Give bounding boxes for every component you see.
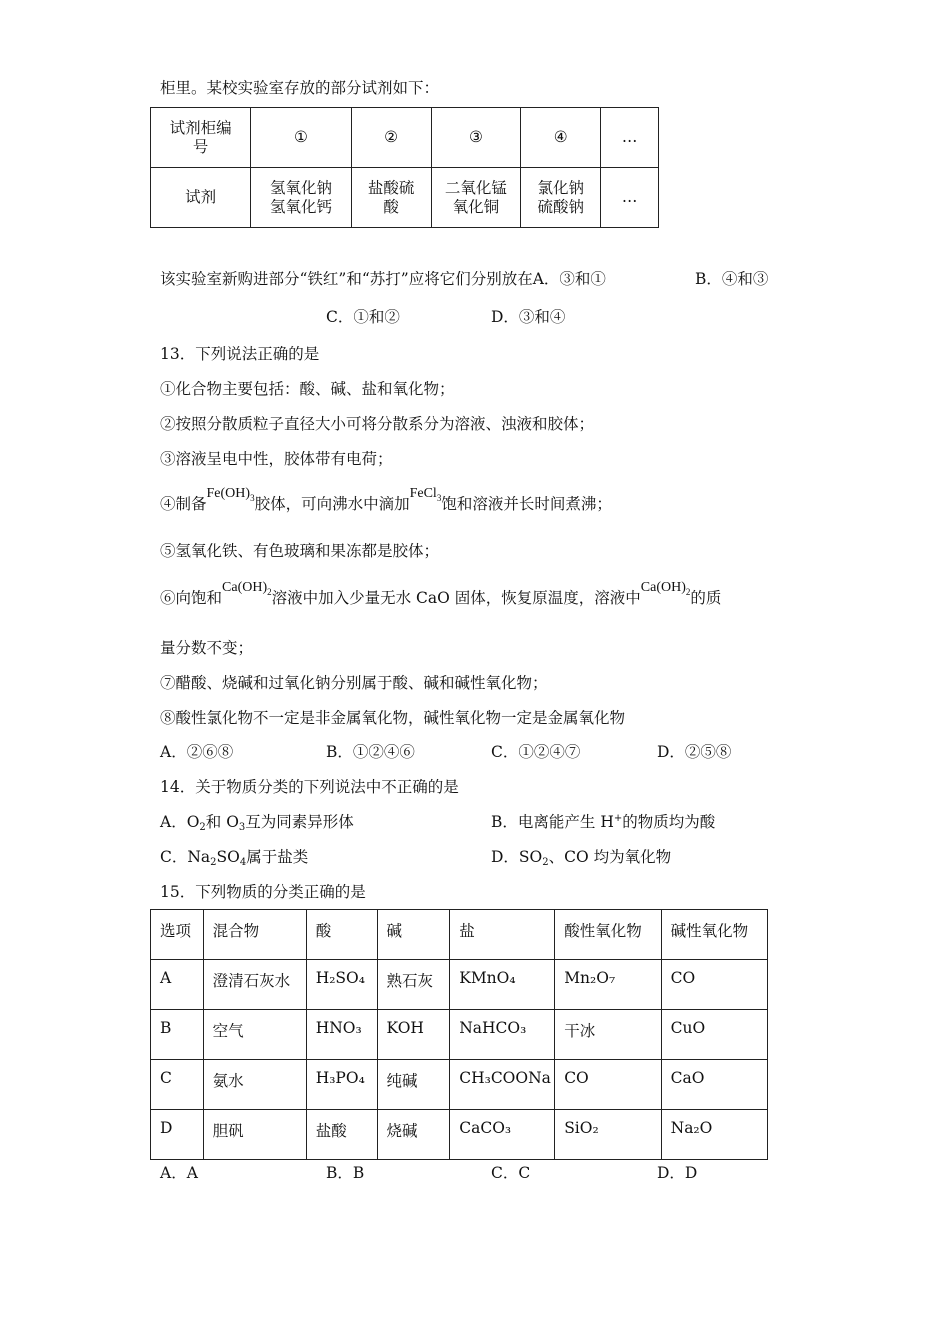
- table-header-row: [151, 910, 768, 960]
- q13-option-d: D．②⑤⑧: [657, 743, 732, 761]
- q15-title: 15．下列物质的分类正确的是: [160, 883, 366, 901]
- header-mixture: 混合物: [203, 910, 306, 960]
- header-salt: 盐: [450, 910, 555, 960]
- header-option: 选项: [151, 910, 204, 960]
- q14-option-b: B．电离能产生 H+的物质均为酸: [491, 813, 716, 831]
- formula-ca-oh-2: $Ca(OH)_2$: [222, 580, 272, 597]
- q13-statement-4: ④制备$Fe(OH)_3$胶体，可向沸水中滴加FeCl$_3$饱和溶液并长时间煮沸；: [160, 486, 612, 513]
- reagent-cell: 氯化钠 硫酸钠: [521, 168, 601, 228]
- q13-statement-2: ②按照分散质粒子直径大小可将分散系分为溶液、浊液和胶体；: [160, 415, 595, 433]
- q12-option-a: A．③和①: [532, 270, 606, 288]
- cabinet-col-1: ①: [251, 108, 351, 168]
- q13-statement-8: ⑧酸性氯化物不一定是非金属氧化物，碱性氧化物一定是金属氧化物: [160, 709, 626, 727]
- table-row: B 空气 HNO₃ KOH NaHCO₃ 干冰 CuO: [151, 1010, 768, 1060]
- cabinet-col-4: ④: [521, 108, 601, 168]
- q13-option-c: C．①②④⑦: [491, 743, 581, 761]
- q12-text: 该实验室新购进部分“铁红”和“苏打”应将它们分别放在: [160, 270, 533, 288]
- intro-text: 柜里。某校实验室存放的部分试剂如下：: [160, 79, 440, 97]
- q13-statement-3: ③溶液呈电中性，胶体带有电荷；: [160, 450, 393, 468]
- q12-option-b: B．④和③: [695, 270, 769, 288]
- q12-option-d: D．③和④: [491, 308, 566, 326]
- reagent-cabinet-table: [150, 107, 659, 228]
- q15-option-d: D．D: [657, 1164, 698, 1182]
- q13-statement-6: ⑥向饱和$Ca(OH)_2$溶液中加入少量无水 CaO 固体，恢复原温度，溶液中$Ca(OH)_2$的质: [160, 580, 722, 607]
- reagent-cell: 二氧化锰 氧化铜: [431, 168, 521, 228]
- formula-fe-oh-3: $Fe(OH)_3$: [206, 486, 255, 503]
- q13-statement-7: ⑦醋酸、烧碱和过氧化钠分别属于酸、碱和碱性氧化物；: [160, 674, 548, 692]
- reagent-cell: 氢氧化钠 氢氧化钙: [251, 168, 351, 228]
- q14-option-d: D．SO2、CO 均为氧化物: [491, 848, 672, 868]
- table-row: A 澄清石灰水 H₂SO₄ 熟石灰 KMnO₄ Mn₂O₇ CO: [151, 960, 768, 1010]
- table-row: D 胆矾 盐酸 烧碱 CaCO₃ SiO₂ Na₂O: [151, 1110, 768, 1160]
- q13-option-a: A．②⑥⑧: [160, 743, 234, 761]
- table-header-reagent: 试剂: [151, 168, 251, 228]
- q15-option-b: B．B: [326, 1164, 365, 1182]
- table-row: C 氨水 H₃PO₄ 纯碱 CH₃COONa CO CaO: [151, 1060, 768, 1110]
- q13-title: 13．下列说法正确的是: [160, 345, 320, 363]
- q12-stem: [160, 267, 606, 289]
- reagent-cell: …: [601, 168, 659, 228]
- reagent-cell: 盐酸硫 酸: [351, 168, 431, 228]
- cabinet-col-3: ③: [431, 108, 521, 168]
- header-basic-oxide: 碱性氧化物: [661, 910, 767, 960]
- table-header-cabinet: 试剂柜编 号: [151, 108, 251, 168]
- q13-statement-6-cont: 量分数不变；: [160, 639, 254, 657]
- header-acidic-oxide: 酸性氧化物: [555, 910, 661, 960]
- cabinet-col-2: ②: [351, 108, 431, 168]
- q12-option-c: C．①和②: [326, 308, 400, 326]
- formula-ca-oh-2: $Ca(OH)_2$: [640, 580, 691, 597]
- header-acid: 酸: [306, 910, 377, 960]
- formula-fecl3: FeCl$_3$: [409, 486, 442, 503]
- q14-option-a: A．O2和 O3互为同素异形体: [160, 813, 354, 833]
- classification-table: [150, 909, 768, 1160]
- q14-option-c: C．Na2SO4属于盐类: [160, 848, 309, 868]
- q13-statement-5: ⑤氢氧化铁、有色玻璃和果冻都是胶体；: [160, 542, 440, 560]
- q14-title: 14．关于物质分类的下列说法中不正确的是: [160, 778, 459, 796]
- q13-statement-1: ①化合物主要包括：酸、碱、盐和氧化物；: [160, 380, 455, 398]
- cabinet-col-more: …: [601, 108, 659, 168]
- header-base: 碱: [377, 910, 450, 960]
- q15-option-a: A．A: [160, 1164, 198, 1182]
- q15-option-c: C．C: [491, 1164, 531, 1182]
- q13-option-b: B．①②④⑥: [326, 743, 415, 761]
